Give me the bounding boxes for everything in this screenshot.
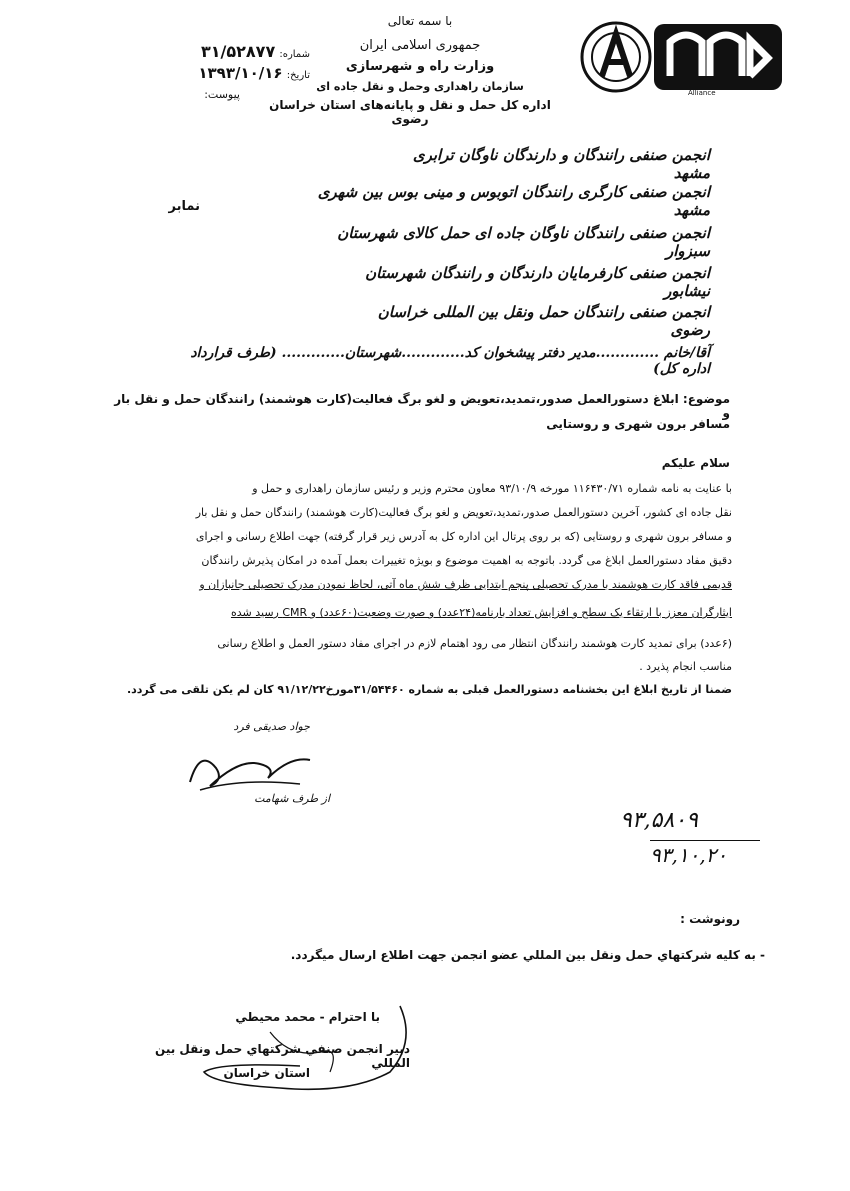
- signer-name: جواد صدیقی فرد: [233, 720, 310, 733]
- cc-label: رونوشت :: [680, 912, 740, 926]
- recipient-5: انجمن صنفی رانندگان حمل ونقل بین المللی خراسان رضوی: [377, 303, 710, 339]
- subject-line-2: مسافر برون شهری و روستایی: [546, 417, 730, 431]
- body-line-3: و مسافر برون شهری و روستایی (که بر روی پرتال این اداره کل به آدرس زیر قرار گرفته) جهت اطلاع رسانی و اجرای: [195, 530, 732, 543]
- ministry-name: وزارت راه و شهرسازی: [345, 59, 495, 74]
- bismillah: با سمه تعالی: [387, 14, 453, 28]
- handwritten-ref-1: ۹۳,۵۸۰۹: [620, 808, 698, 833]
- body-line-7: (۶عدد) برای تمدید کارت هوشمند رانندگان انتظار می رود اهتمام لازم در اجرای مفاد دستور العمل و اطلاع رسانی: [217, 637, 732, 650]
- greeting: سلام علیکم: [661, 456, 730, 470]
- recipient-3: انجمن صنفی رانندگان ناوگان جاده ای حمل کالای شهرستان سبزوار: [337, 224, 710, 260]
- subject-line-1: موضوع: ابلاغ دستورالعمل صدور،تمدید،تعویض و لغو برگ فعالیت(کارت هوشمند) رانندگان حمل و نقل بار و: [114, 392, 730, 420]
- body-line-2: نقل جاده ای کشور، آخرین دستورالعمل صدور،تمدید،تعویض و لغو برگ فعالیت(کارت هوشمند) رانندگان حمل و نقل بار: [195, 506, 732, 519]
- body-line-5: قدیمی فاقد کارت هوشمند با مدرک تحصیلی پنجم ابتدایی ظرف شش ماه آتی، لحاظ نمودن مدرک تحصیلی جانبازان و: [199, 578, 732, 591]
- letter-date-row: [120, 64, 310, 82]
- date-value: ۱۳۹۳/۱۰/۱۶: [198, 64, 283, 82]
- closing-province: استان خراسان: [223, 1066, 310, 1080]
- logo-caption: Alliance: [688, 89, 716, 96]
- letter-number-row: [120, 42, 310, 61]
- body-line-6: ایثارگران معزز با ارتقاء یک سطح و افزایش تعداد بارنامه(۲۴عدد) و صورت وضعیت(۶۰عدد) و CMR رسید شده: [230, 606, 732, 619]
- date-label: تاریخ:: [286, 70, 310, 81]
- department-name: اداره کل حمل و نقل و پایانه‌های استان خراسان رضوی: [269, 98, 551, 126]
- body-line-8: مناسب انجام پذیرد .: [639, 660, 732, 673]
- recipient-1: انجمن صنفی رانندگان و دارندگان ناوگان ترابری مشهد: [412, 146, 710, 182]
- number-value: ۳۱/۵۲۸۷۷: [201, 42, 276, 61]
- closing-respect: با احترام - محمد محيطي: [235, 1010, 380, 1024]
- recipient-4: انجمن صنفی کارفرمایان دارندگان و رانندگان شهرستان نیشابور: [365, 264, 710, 300]
- body-line-9: ضمنا از تاریخ ابلاغ این بخشنامه دستورالعمل قبلی به شماره ۳۱/۵۴۴۶۰مورخ۹۱/۱۲/۲۲ کان لم یکن تلقی می گردد.: [126, 683, 732, 696]
- country-name: جمهوری اسلامی ایران: [359, 38, 481, 53]
- number-label: شماره:: [279, 49, 310, 60]
- fax-label: نمابر: [168, 199, 200, 214]
- recipient-2: انجمن صنفی کارگری رانندگان اتوبوس و مینی بوس بین شهری مشهد: [317, 183, 710, 219]
- recipient-6: آقا/خانم .............مدیر دفتر پیشخوان کد.............شهرستان............. (طرف قرارداد اداره کل): [190, 345, 710, 377]
- organization-logo: [578, 18, 790, 96]
- organization-name: سازمان راهداری وحمل و نقل جاده ای: [316, 80, 524, 93]
- body-line-1: با عنایت به نامه شماره ۱۱۶۴۳۰/۷۱ مورخه ۹۳/۱۰/۹ معاون محترم وزیر و رئیس سازمان راهداری و حمل و: [252, 482, 732, 495]
- handwritten-ref-2: ۹۳,۱۰,۲۰: [650, 843, 728, 867]
- body-line-4: دقیق مفاد دستورالعمل ابلاغ می گردد. باتوجه به اهمیت موضوع و بویژه تغییرات بعمل آمده در امکان پذیرش رانندگان: [201, 554, 732, 567]
- signer-title: از طرف شهامت: [254, 792, 330, 805]
- attachment-label: پیوست:: [204, 88, 240, 101]
- handwritten-ref-divider: [650, 840, 760, 841]
- closing-signature: [180, 1002, 420, 1102]
- cc-line: - به کلیه شرکتهاي حمل ونقل بين المللي عضو انجمن جهت اطلاع ارسال ميگردد.: [290, 948, 765, 962]
- closing-title: دبير انجمن صنفي شركتهاي حمل ونقل بين المللي: [155, 1042, 410, 1070]
